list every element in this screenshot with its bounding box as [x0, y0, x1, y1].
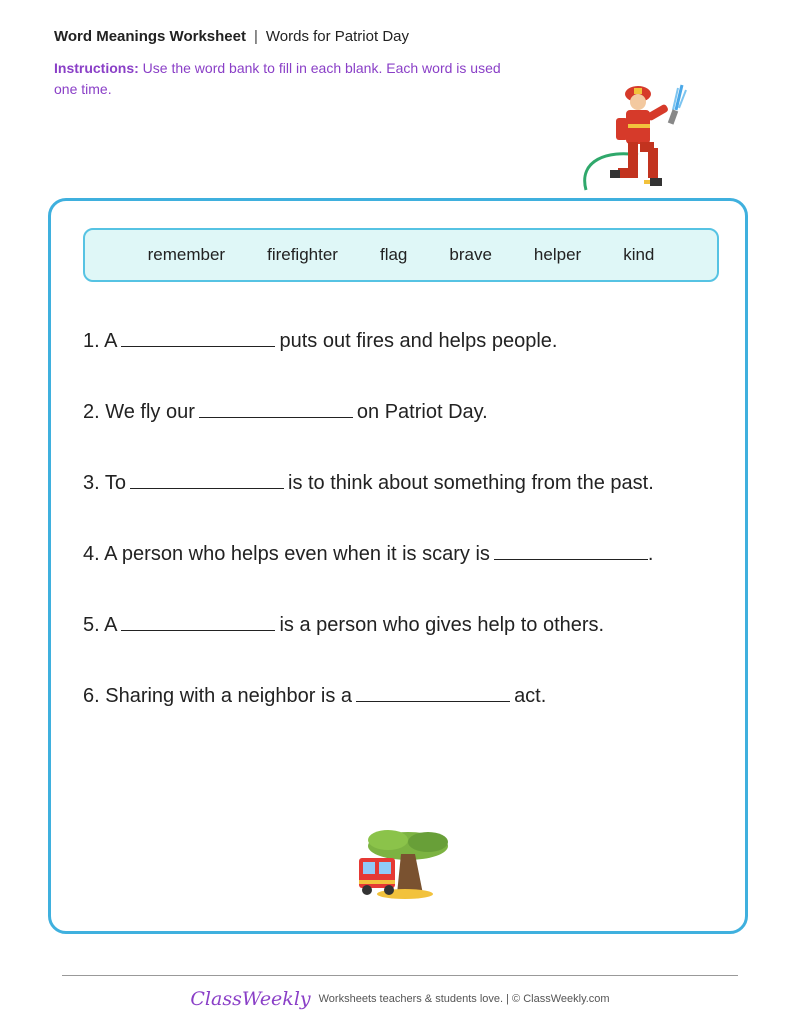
question-3: [83, 470, 654, 495]
word-bank: [83, 228, 719, 282]
question-text-before: 6. Sharing with a neighbor is a: [83, 685, 353, 707]
worksheet-card: [48, 198, 748, 934]
question-text-after: act.: [514, 685, 547, 707]
brand-logo: ClassWeekly: [190, 988, 311, 1010]
word-bank-item: flag: [379, 245, 408, 264]
question-text-after: is a person who gives help to others.: [279, 614, 605, 636]
question-1: [83, 328, 557, 353]
answer-blank[interactable]: [121, 328, 275, 347]
question-text-before: 3. To: [83, 472, 126, 494]
question-text-before: 2. We fly our: [83, 401, 195, 423]
question-6: [83, 683, 546, 708]
word-bank-item: firefighter: [267, 245, 338, 264]
footer: [0, 988, 800, 1010]
instructions: [54, 58, 524, 100]
footer-divider: [62, 975, 738, 976]
answer-blank[interactable]: [130, 470, 284, 489]
worksheet-subtitle: Words for Patriot Day: [265, 28, 409, 45]
fire-truck-tree-illustration: [353, 826, 453, 901]
question-text-after: puts out fires and helps people.: [279, 330, 558, 352]
question-text-before: 1. A: [83, 330, 118, 352]
answer-blank[interactable]: [121, 612, 275, 631]
answer-blank[interactable]: [199, 399, 353, 418]
word-bank-item: brave: [449, 245, 492, 264]
word-bank-item: helper: [533, 245, 582, 264]
title-separator: |: [253, 28, 258, 45]
firefighter-illustration: [578, 80, 688, 195]
question-text-after: is to think about something from the past.: [288, 472, 654, 494]
word-bank-item: kind: [623, 245, 655, 264]
question-5: [83, 612, 604, 637]
worksheet-title: Word Meanings Worksheet: [54, 28, 246, 45]
instructions-label: Instructions:: [54, 60, 139, 76]
question-4: [83, 541, 653, 566]
answer-blank[interactable]: [494, 541, 648, 560]
question-text-before: 5. A: [83, 614, 118, 636]
question-text-before: 4. A person who helps even when it is scary is: [83, 543, 490, 565]
worksheet-header: [54, 28, 409, 45]
word-bank-item: remember: [147, 245, 226, 264]
question-text-after: on Patriot Day.: [356, 401, 488, 423]
footer-tagline: Worksheets teachers & students love. | © ClassWeekly.com: [318, 993, 610, 1005]
question-text-after: .: [647, 543, 654, 565]
answer-blank[interactable]: [356, 683, 510, 702]
question-2: [83, 399, 488, 424]
instructions-text: Use the word bank to fill in each blank. Each word is used one time.: [54, 60, 501, 97]
